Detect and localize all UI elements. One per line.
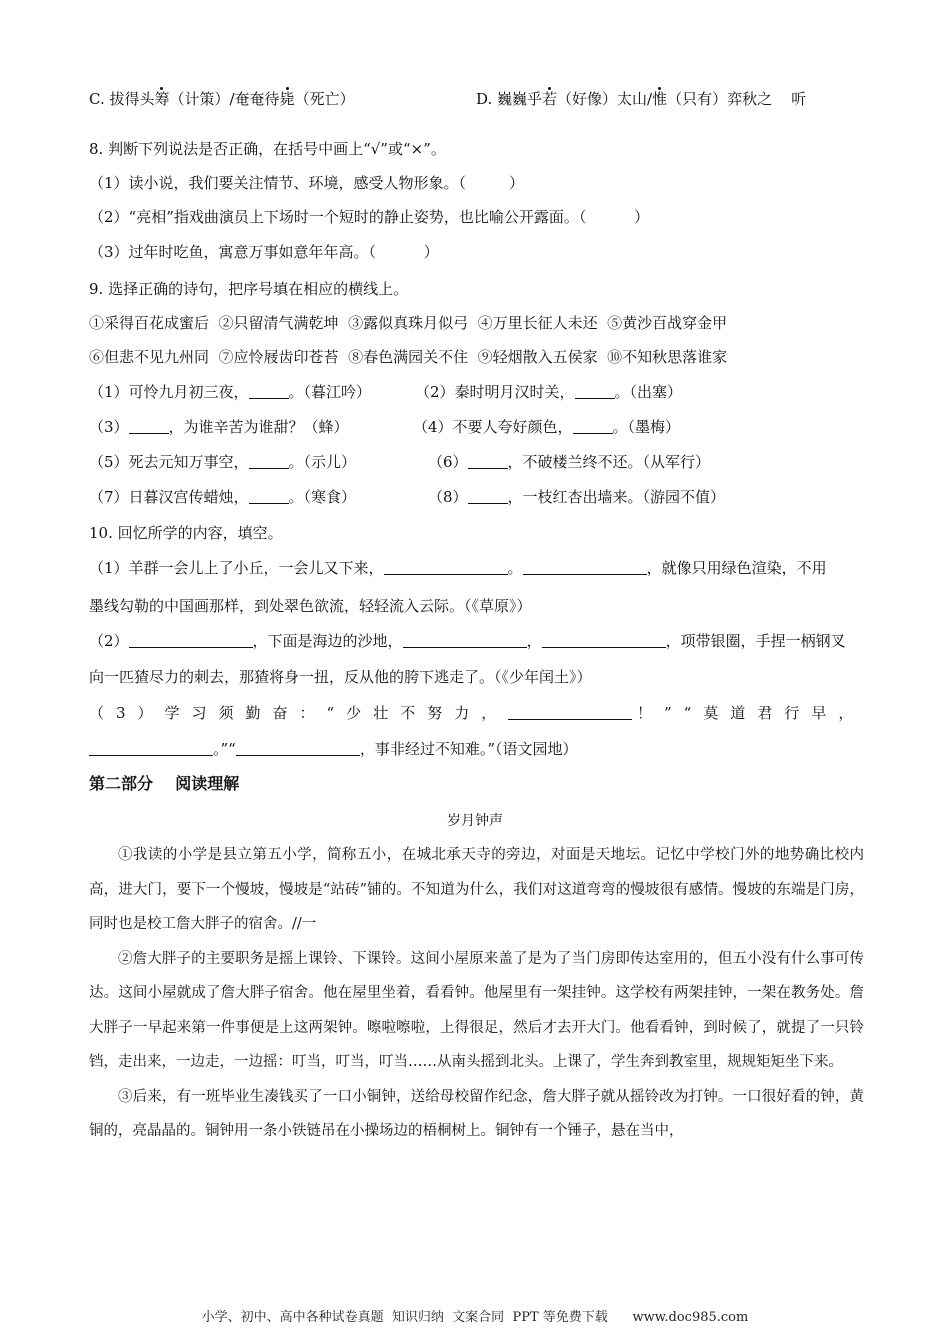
answer-blank[interactable] (129, 631, 253, 648)
answer-blank[interactable] (508, 703, 632, 720)
q10-s2-line1: （2） ，下面是海边的沙地， ， ，项带银圈，手捏一柄钢叉 (89, 632, 846, 650)
q8-item-3: （3）过年时吃鱼，寓意万事如意年年高。（ ） (89, 243, 439, 261)
q9-item-5: （5）死去元知万事空， 。（示儿） (89, 453, 357, 471)
answer-blank[interactable] (542, 631, 666, 648)
passage-paragraph-3: ③后来，有一班毕业生凑钱买了一口小铜钟，送给母校留作纪念，詹大胖子就从摇铃改为打钟。一口很好看的钟，黄铜的，亮晶晶的。铜钟用一条小铁链吊在小操场边的梧桐树上。铜钟有一个锤子，悬在当中， (89, 1088, 864, 1139)
q10-s1-line1: （1）羊群一会儿上了小丘，一会儿又下来， 。 ，就像只用绿色渲染，不用 (89, 559, 827, 577)
passage-body (89, 838, 864, 1149)
q10-s1-line2: 墨线勾勒的中国画那样，到处翠色欲流，轻轻流入云际。（《草原》） (89, 597, 532, 615)
answer-blank[interactable] (249, 487, 289, 504)
footer-site-link[interactable]: www.doc985.com (632, 1310, 749, 1325)
emphasis-dot-char: 若 (542, 90, 558, 108)
emphasis-dot-char: 筹 (154, 90, 170, 108)
q10-s3-line1: （3）学习须勤奋：“少壮不努力， ！”“莫道君行早， (89, 704, 866, 722)
q10-title: 10. 回忆所学的内容，填空。 (89, 524, 283, 542)
passage-paragraph-1: ①我读的小学是县立第五小学，简称五小，在城北承天寺的旁边，对面是天地坛。记忆中学校门外的地势确比校内高，进大门，要下一个慢坡，慢坡是“站砖”铺的。不知道为什么，我们对这道弯弯的慢坡很有感情。慢坡的东端是门房，同时也是校工詹大胖子的宿舍。//一 (89, 847, 864, 932)
answer-blank[interactable] (468, 452, 508, 469)
q9-options-2: ⑥但悲不见九州同 ⑦应怜屐齿印苍苔 ⑧春色满园关不住 ⑨轻烟散入五侯家 ⑩不知秋思落谁家 (89, 348, 728, 366)
answer-blank[interactable] (403, 631, 527, 648)
q8-item-2: （2）“亮相”指戏曲演员上下场时一个短时的静止姿势，也比喻公开露面。（ ） (89, 208, 650, 226)
footer-ad: 小学、初中、高中各种试卷真题 知识归纳 文案合同 PPT 等免费下载 www.doc985.com (201, 1310, 749, 1325)
q9-item-1: （1）可怜九月初三夜， 。（暮江吟） (89, 383, 372, 401)
q9-item-8: （8） ，一枝红杏出墙来。（游园不值） (428, 488, 726, 506)
answer-blank[interactable] (575, 382, 615, 399)
q7-option-c: C. 拔得头筹（计策）/奄奄待毙（死亡） (89, 90, 355, 108)
answer-blank[interactable] (89, 739, 213, 756)
answer-blank[interactable] (249, 452, 289, 469)
q9-item-4: （4）不要人夸好颜色， 。（墨梅） (413, 418, 681, 436)
q9-item-6: （6） ，不破楼兰终不还。（从军行） (428, 453, 711, 471)
q10-s2-line2: 向一匹猹尽力的刺去，那猹将身一扭，反从他的胯下逃走了。（《少年闰土》） (89, 668, 592, 686)
q8-item-1: （1）读小说，我们要关注情节、环境，感受人物形象。（ ） (89, 174, 524, 192)
q7-option-d: D. 巍巍乎若（好像）太山/惟（只有）弈秋之 听 (476, 90, 807, 108)
answer-blank[interactable] (249, 382, 289, 399)
q9-item-2: （2）秦时明月汉时关， 。（出塞） (415, 383, 683, 401)
q8-title: 8. 判断下列说法是否正确，在括号中画上“√”或“×”。 (89, 140, 446, 158)
emphasis-dot-char: 惟 (652, 90, 668, 108)
part2-heading: 第二部分 阅读理解 (89, 774, 240, 793)
answer-blank[interactable] (468, 487, 508, 504)
q9-title: 9. 选择正确的诗句，把序号填在相应的横线上。 (89, 280, 409, 298)
answer-blank[interactable] (236, 739, 360, 756)
answer-blank[interactable] (129, 417, 169, 434)
passage-title: 岁月钟声 (447, 813, 503, 829)
emphasis-dot-char: 毙 (279, 90, 295, 108)
passage-paragraph-2: ②詹大胖子的主要职务是摇上课铃、下课铃。这间小屋原来盖了是为了当门房即传达室用的，但五小没有什么事可传达。这间小屋就成了詹大胖子宿舍。他在屋里坐着，看看钟。他屋里有一架挂钟。这学校有两架挂钟，一架在教务处。詹大胖子一早起来第一件事便是上这两架钟。嚓啦嚓啦，上得很足，然后才去开大门。他看看钟，到时候了，就提了一只铃铛，走出来，一边走，一边摇：叮当，叮当，叮当……从南头摇到北头。上课了，学生奔到教室里，规规矩矩坐下来。 (89, 950, 864, 1070)
answer-blank[interactable] (384, 558, 508, 575)
q9-item-7: （7）日暮汉宫传蜡烛， 。（寒食） (89, 488, 357, 506)
q10-s3-line2: 。”“ ，事非经过不知难。”（语文园地） (89, 738, 578, 760)
q9-options-1: ①采得百花成蜜后 ②只留清气满乾坤 ③露似真珠月似弓 ④万里长征人未还 ⑤黄沙百战穿金甲 (89, 314, 728, 332)
answer-blank[interactable] (523, 558, 647, 575)
answer-blank[interactable] (573, 417, 613, 434)
q9-item-3: （3） ，为谁辛苦为谁甜？（蜂） (89, 418, 349, 436)
